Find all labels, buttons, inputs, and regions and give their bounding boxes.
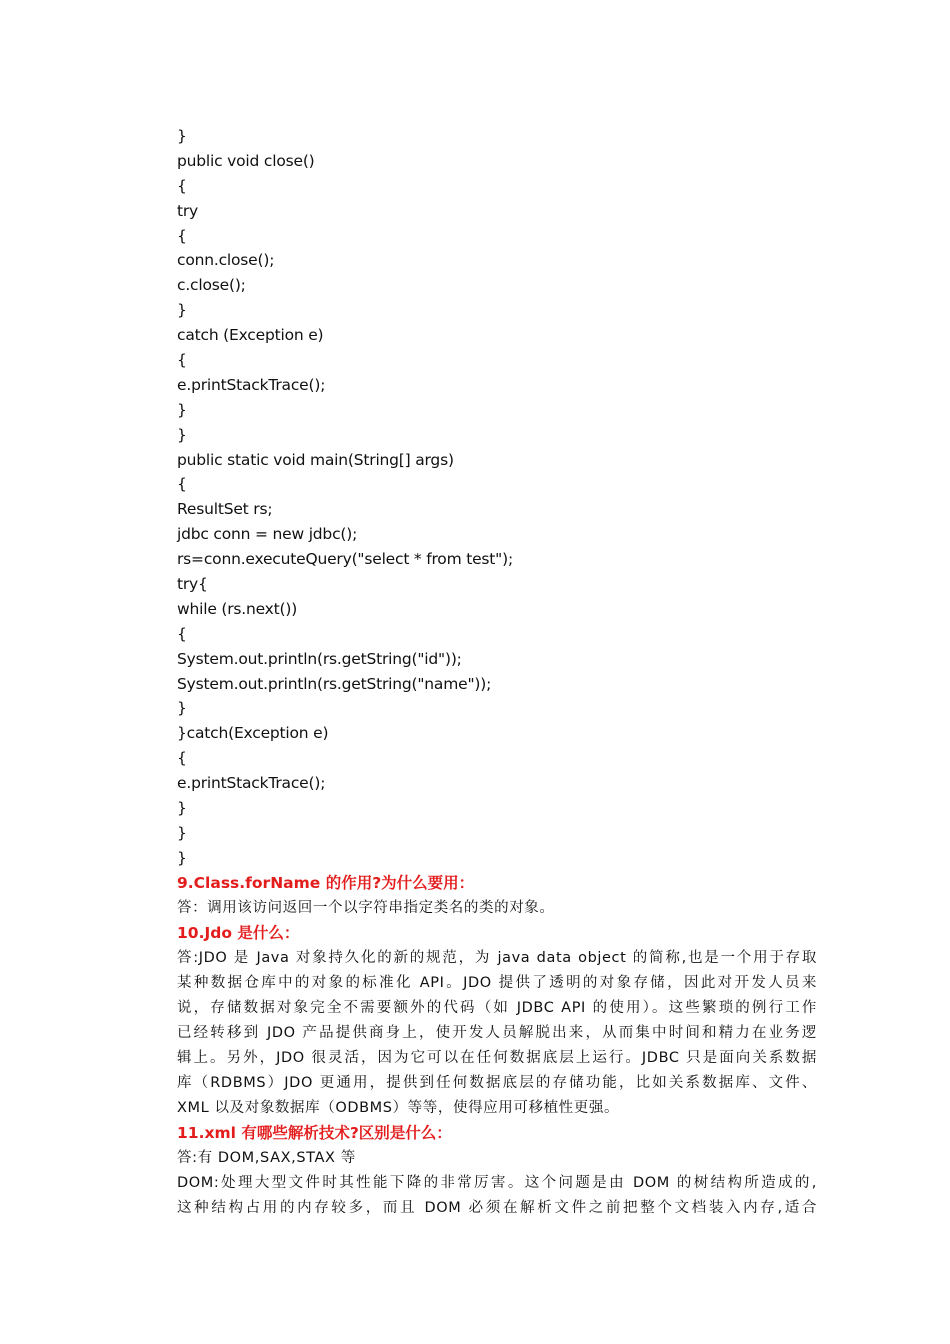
code-line: e.printStackTrace(); [177, 375, 326, 394]
code-line: } [177, 799, 187, 818]
q10-heading: 10.Jdo 是什么： [177, 923, 300, 942]
code-line: } [177, 127, 187, 145]
q10-answer-line: 答:JDO 是 Java 对象持久化的新的规范，为 java data object 的简称,也是一个用于存取 [177, 949, 817, 966]
section-q10 [177, 921, 817, 1121]
q11-answer-line: 这种结构占用的内存较多，而且 DOM 必须在解析文件之前把整个文档装入内存,适合 [177, 1199, 817, 1216]
code-line: } [177, 400, 187, 419]
q11-answer-line: DOM:处理大型文件时其性能下降的非常厉害。这个问题是由 DOM 的树结构所造成的, [177, 1174, 817, 1191]
code-line: try [177, 201, 199, 220]
code-line: public static void main(String[] args) [177, 450, 454, 469]
code-block [177, 124, 817, 871]
q10-answer-line: XML 以及对象数据库（ODBMS）等等，使得应用可移植性更强。 [177, 1099, 620, 1116]
code-line: conn.close(); [177, 251, 275, 270]
code-line: } [177, 699, 187, 718]
code-line: { [177, 475, 187, 494]
q9-heading: 9.Class.forName 的作用?为什么要用： [177, 873, 475, 892]
code-line: } [177, 848, 187, 867]
q11-heading: 11.xml 有哪些解析技术?区别是什么： [177, 1123, 452, 1142]
code-line: System.out.println(rs.getString("name")); [177, 674, 492, 693]
code-line: { [177, 351, 187, 370]
code-line: System.out.println(rs.getString("id")); [177, 649, 462, 668]
code-line: try{ [177, 575, 208, 594]
document-content [177, 124, 817, 1221]
code-line: rs=conn.executeQuery("select * from test"); [177, 550, 513, 569]
code-line: e.printStackTrace(); [177, 774, 326, 793]
q10-answer-line: 已经转移到 JDO 产品提供商身上，使开发人员解脱出来，从而集中时间和精力在业务逻 [177, 1024, 817, 1041]
code-line: ResultSet rs; [177, 500, 273, 519]
code-line: { [177, 749, 187, 768]
code-line: { [177, 226, 187, 245]
q10-answer-line: 库（RDBMS）JDO 更通用，提供到任何数据底层的存储功能，比如关系数据库、文件、 [177, 1074, 817, 1091]
section-q9 [177, 871, 817, 921]
q9-answer-line: 答：调用该访问返回一个以字符串指定类名的类的对象。 [177, 899, 555, 916]
code-line: c.close(); [177, 276, 246, 295]
code-line: jdbc conn = new jdbc(); [177, 525, 358, 544]
section-q11 [177, 1121, 817, 1221]
code-line: { [177, 624, 187, 643]
code-line: } [177, 425, 187, 444]
code-line: }catch(Exception e) [177, 724, 329, 743]
q10-answer-line: 辑上。另外，JDO 很灵活，因为它可以在任何数据底层上运行。JDBC 只是面向关系数据 [177, 1049, 817, 1066]
code-line: { [177, 176, 187, 195]
code-line: public void close() [177, 151, 315, 170]
q11-answer-line: 答:有 DOM,SAX,STAX 等 [177, 1149, 356, 1166]
q10-answer-line: 某种数据仓库中的对象的标准化 API。JDO 提供了透明的对象存储，因此对开发人员来 [177, 974, 817, 991]
code-line: catch (Exception e) [177, 326, 324, 345]
code-line: } [177, 823, 187, 842]
code-line: } [177, 301, 187, 320]
q10-answer-line: 说，存储数据对象完全不需要额外的代码（如 JDBC API 的使用）。这些繁琐的例行工作 [177, 999, 817, 1016]
code-line: while (rs.next()) [177, 599, 298, 618]
